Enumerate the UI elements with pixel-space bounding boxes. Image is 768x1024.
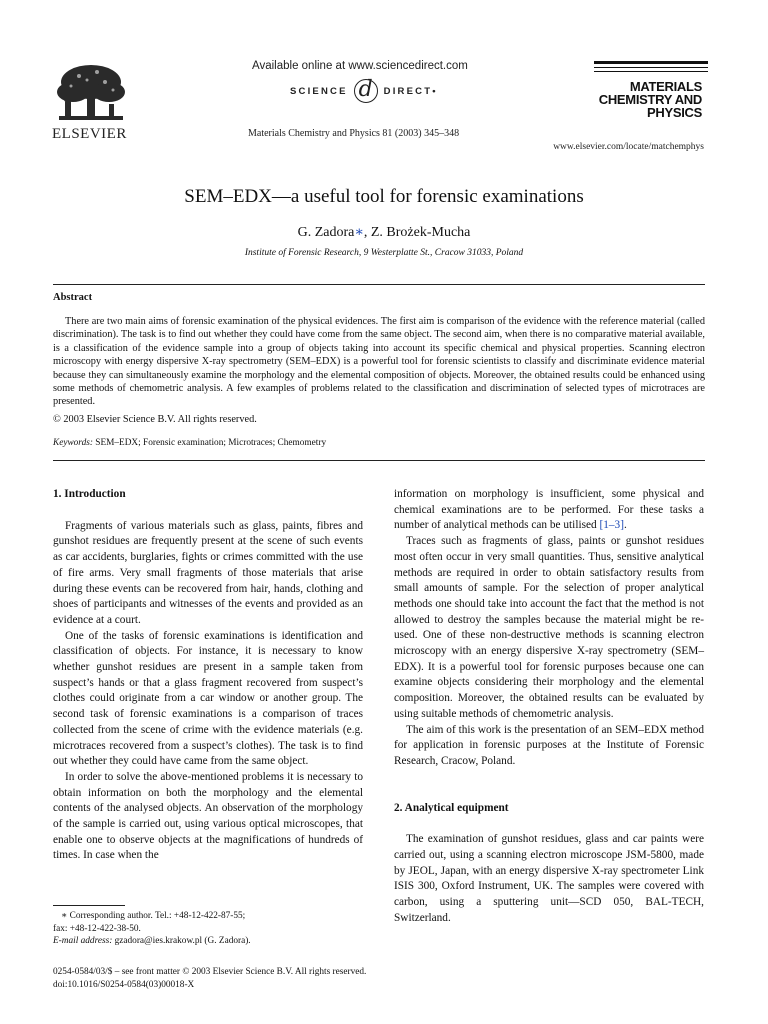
footnote-email: E-mail address: gzadora@ies.krakow.pl (G. Zadora). — [53, 936, 251, 947]
front-matter-line: 0254-0584/03/$ – see front matter © 2003 Elsevier Science B.V. All rights reserved. — [53, 967, 367, 977]
paragraph: Traces such as fragments of glass, paints or gunshot residues most often occur in very small quantities. Thus, sensitive analytical methods are required in order to obtain satisfactory results from small amounts of sample. For the selection of proper analytical methods one should take into account the fact that the method is not allowed to destroy the samples because the material might be re-used. One of these non-destructive methods is scanning electron microscopy with an energy dispersive X-ray spectrometry (SEM–EDX). It is a powerful tool for forensic purposes because one can examine objects considering their morphology and the elemental composition. Moreover, the obtained results can be evaluated by using suitable methods of chemometric analysis. — [394, 535, 704, 720]
paragraph: The aim of this work is the presentation of an SEM–EDX method for application in forensic purposes at the Institute of Forensic Research, Cracow, Poland. — [394, 723, 704, 767]
sciencedirect-logo — [290, 79, 438, 103]
doi-line: doi:10.1016/S0254-0584(03)00018-X — [53, 980, 195, 990]
author-1: G. Zadora — [297, 225, 355, 240]
sd-left-word: SCIENCE — [290, 85, 348, 97]
author-2: Z. Brożek-Mucha — [370, 225, 471, 240]
page-footer — [53, 966, 366, 992]
paragraph: information on morphology is insufficient, some physical and chemical examinations are to be performed. For these tasks a number of analytical methods can be utilised [1–3]. — [394, 488, 704, 532]
corresponding-author-mark[interactable]: ∗ — [354, 225, 364, 240]
section-heading: 1. Introduction — [53, 488, 126, 500]
journal-logo — [540, 61, 708, 139]
author-list: G. Zadora∗, Z. Brożek-Mucha — [297, 225, 471, 240]
section-heading: 2. Analytical equipment — [394, 801, 509, 814]
left-column — [53, 487, 363, 864]
article-title: SEM–EDX—a useful tool for forensic examinations — [184, 186, 584, 207]
keywords-list: SEM–EDX; Forensic examination; Microtraces; Chemometry — [92, 438, 327, 448]
journal-title: MATERIALS CHEMISTRY AND PHYSICS — [598, 79, 702, 120]
divider — [53, 460, 705, 461]
email-link[interactable]: gzadora@ies.krakow.pl (G. Zadora). — [112, 936, 251, 947]
journal-reference: Materials Chemistry and Physics 81 (2003) 345–348 — [248, 128, 460, 139]
keywords — [53, 438, 326, 448]
abstract-body: There are two main aims of forensic examination of the physical evidences. The first aim is comparison of the evidence with the reference material (called discrimination). The task is to find out whether they could have come from the same object. The second aim, when there is no comparative material available, is a classification of the evidence sample into a group of objects taking into account its specific chemical and physical properties. Scanning electron microscopy with energy dispersive X-ray spectrometry (SEM–EDX) is a powerful tool for forensic scientists to classify and discriminate evidence material because they can simultaneously examine the morphology and the elemental composition of objects. Moreover, the obtained results could be enhanced using some methods of chemometric analysis. A few examples of problems related to the classification and discrimination of selected types of microtraces are presented. — [53, 316, 705, 408]
divider — [53, 284, 705, 285]
available-online-link[interactable]: Available online at www.sciencedirect.com — [252, 60, 468, 72]
paragraph: One of the tasks of forensic examinations is identification and classification of objects. For instance, it is necessary to know whether gunshot residues are present in a sample taken from suspect’s hands or that a glass fragment recovered from suspect’s clothes could originate from a car window or another group. The second task of forensic examinations is a comparison of traces collected from the scene of crime with the evidence materials (e.g. microtraces recovered from a suspect’s clothes). The task is to find out whether they could have came from the same object. — [53, 629, 363, 768]
keywords-label: Keywords: — [53, 438, 93, 448]
abstract-copyright: © 2003 Elsevier Science B.V. All rights reserved. — [53, 414, 257, 425]
journal-url-link[interactable]: www.elsevier.com/locate/matchemphys — [553, 142, 704, 152]
affiliation: Institute of Forensic Research, 9 Westerplatte St., Cracow 31033, Poland — [244, 248, 524, 258]
citation-link[interactable]: [1–3] — [599, 519, 624, 532]
paragraph: The examination of gunshot residues, glass and car paints were carried out, using a scanning electron microscope JSM-5800, made by JEOL, Japan, with an energy dispersive X-ray spectrometer Link ISIS 300, Oxford Instrument, UK. The samples were covered with carbon, using a sputtering unit—SCD 050, BAL-TECH, Switzerland. — [394, 833, 704, 924]
footnote-divider — [53, 905, 125, 906]
publisher-name: ELSEVIER — [52, 126, 127, 142]
abstract-heading: Abstract — [53, 292, 93, 303]
footnote-contact: ∗ Corresponding author. Tel.: +48-12-422-87-55; — [61, 911, 246, 921]
paragraph: Fragments of various materials such as glass, paints, fibres and gunshot residues are frequently present at the scene of such events as car accidents, burglaries, fights or crimes committed with the use of fire arms. Very small fragments of those materials that arise during these events can be recovered from hair, hands, clothing and shoes of participants and witnesses of the events and provided as an evidence at a court. — [53, 519, 363, 626]
paragraph: In order to solve the above-mentioned problems it is necessary to obtain information on both the morphology and the elemental contents of the analysed objects. An observation of the morphology of the sample is carried out, using various optical microscopes, that enable one to observe objects at the magnifications of hundreds of times. In case when the — [53, 770, 363, 862]
sd-right-word: DIRECT• — [383, 85, 438, 97]
footnote — [53, 910, 363, 948]
elsevier-tree-logo — [53, 62, 129, 126]
footnote-fax: fax: +48-12-422-38-50. — [53, 923, 141, 934]
sd-mark-icon: d — [354, 79, 378, 103]
right-column — [394, 487, 704, 927]
